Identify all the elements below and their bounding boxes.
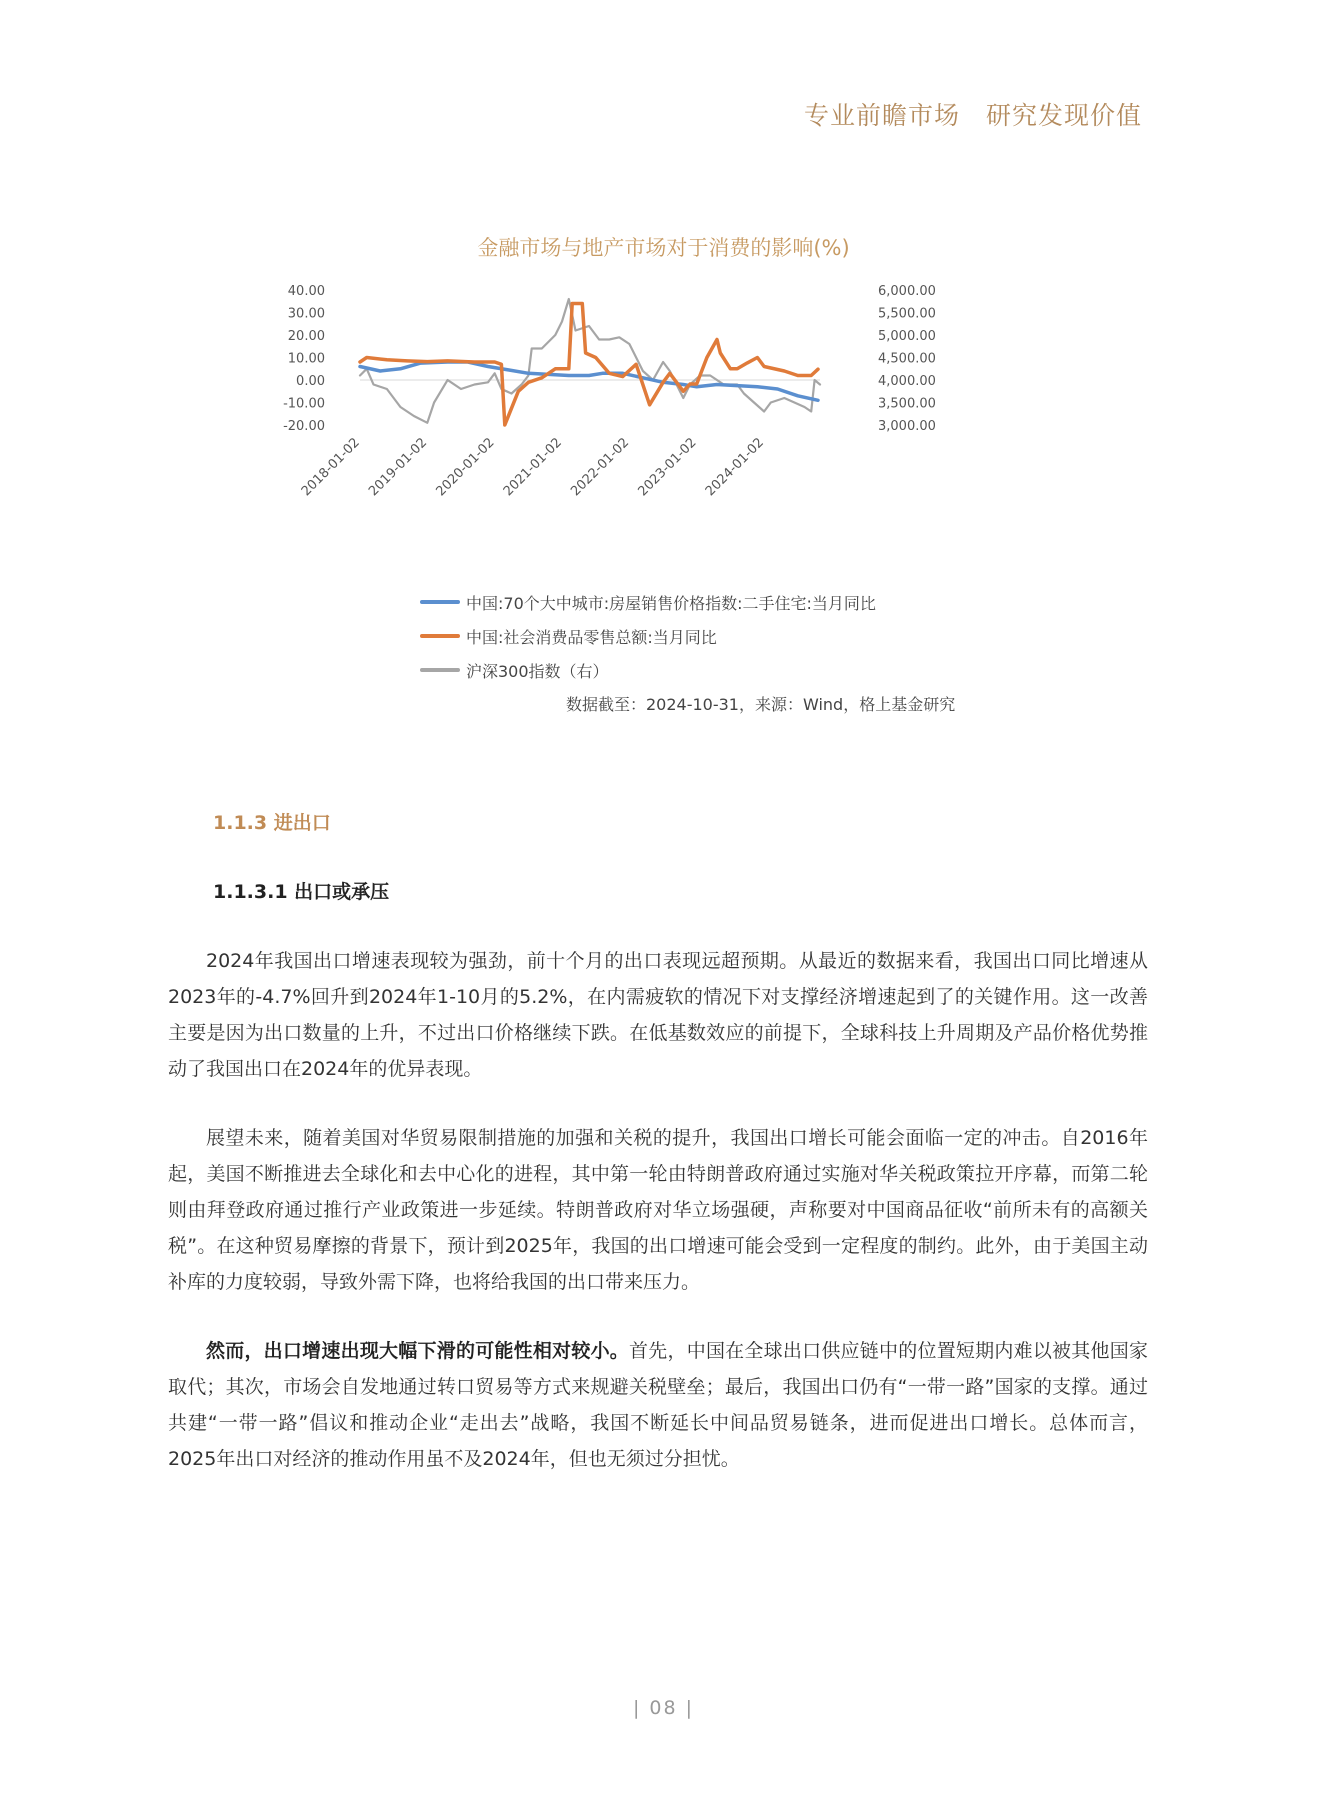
subsection-heading: 1.1.3.1 出口或承压	[213, 881, 390, 903]
y-tick-left: 10.00	[287, 351, 325, 367]
y-tick-left: -20.00	[283, 419, 325, 434]
paragraph-1: 2024年我国出口增速表现较为强劲，前十个月的出口表现远超预期。从最近的数据来看，我国出口同比增速从2023年的-4.7%回升到2024年1-10月的5.2%，在内需疲软的情况下对支撑经济增速起到了的关键作用。这一改善主要是因为出口数量的上升，不过出口价格继续下跌。在低基数效应的前提下，全球科技上升周期及产品价格优势推动了我国出口在2024年的优异表现。	[168, 950, 1148, 1080]
paragraph-3-body: 首先，中国在全球出口供应链中的位置短期内难以被其他国家取代；其次，市场会自发地通过转口贸易等方式来规避关税壁垒；最后，我国出口仍有“一带一路”国家的支撑。通过共建“一带一路”倡议和推动企业“走出去”战略，我国不断延长中间品贸易链条，进而促进出口增长。总体而言，2025年出口对经济的推动作用虽不及2024年，但也无须过分担忧。	[168, 1340, 1148, 1470]
y-tick-left: 30.00	[287, 306, 325, 322]
x-tick-label: 2018-01-02	[298, 435, 363, 500]
chart-legend	[420, 585, 876, 687]
y-tick-left: 0.00	[296, 374, 325, 389]
series-line-0	[360, 362, 818, 400]
legend-swatch-house-price	[420, 600, 460, 604]
legend-swatch-retail-sales	[420, 634, 460, 638]
legend-item-house-price	[420, 585, 876, 619]
y-tick-right: 5,000.00	[878, 329, 936, 344]
y-tick-left: -10.00	[283, 396, 325, 412]
y-tick-left: 20.00	[287, 329, 325, 344]
y-tick-right: 6,000.00	[878, 284, 936, 299]
legend-swatch-csi300	[420, 668, 460, 672]
legend-label-retail-sales: 中国:社会消费品零售总额:当月同比	[466, 627, 717, 647]
chart-source-note: 数据截至：2024-10-31，来源：Wind，格上基金研究	[566, 695, 956, 714]
legend-label-house-price: 中国:70个大中城市:房屋销售价格指数:二手住宅:当月同比	[466, 593, 876, 613]
x-tick-label: 2020-01-02	[433, 435, 498, 500]
header-slogan-left: 专业前瞻市场	[803, 101, 960, 130]
header-slogan-right: 研究发现价值	[985, 101, 1142, 130]
y-tick-right: 3,500.00	[878, 396, 936, 412]
section-heading: 1.1.3 进出口	[213, 812, 331, 834]
y-tick-right: 4,000.00	[878, 374, 936, 389]
legend-item-csi300	[420, 653, 876, 687]
x-tick-label: 2023-01-02	[635, 435, 700, 500]
line-chart	[283, 284, 940, 550]
chart-title: 金融市场与地产市场对于消费的影响(%)	[477, 236, 850, 260]
x-tick-label: 2021-01-02	[500, 435, 565, 500]
x-tick-label: 2019-01-02	[366, 435, 431, 500]
paragraph-3	[168, 1333, 1148, 1477]
x-tick-label: 2024-01-02	[702, 435, 767, 500]
y-tick-right: 4,500.00	[878, 351, 936, 367]
legend-item-retail-sales	[420, 619, 876, 653]
paragraph-2: 展望未来，随着美国对华贸易限制措施的加强和关税的提升，我国出口增长可能会面临一定的冲击。自2016年起，美国不断推进去全球化和去中心化的进程，其中第一轮由特朗普政府通过实施对华关税政策拉开序幕，而第二轮则由拜登政府通过推行产业政策进一步延续。特朗普政府对华立场强硬，声称要对中国商品征收“前所未有的高额关税”。在这种贸易摩擦的背景下，预计到2025年，我国的出口增速可能会受到一定程度的制约。此外，由于美国主动补库的力度较弱，导致外需下降，也将给我国的出口带来压力。	[168, 1127, 1148, 1293]
y-tick-right: 3,000.00	[878, 419, 936, 434]
y-tick-left: 40.00	[287, 284, 325, 299]
page-header	[804, 96, 1142, 132]
paragraph-3-lead: 然而，出口增速出现大幅下滑的可能性相对较小。	[206, 1340, 630, 1362]
x-tick-label: 2022-01-02	[568, 435, 633, 500]
y-tick-right: 5,500.00	[878, 306, 936, 322]
legend-label-csi300: 沪深300指数（右）	[466, 661, 609, 681]
page-number: | 08 |	[632, 1697, 695, 1719]
